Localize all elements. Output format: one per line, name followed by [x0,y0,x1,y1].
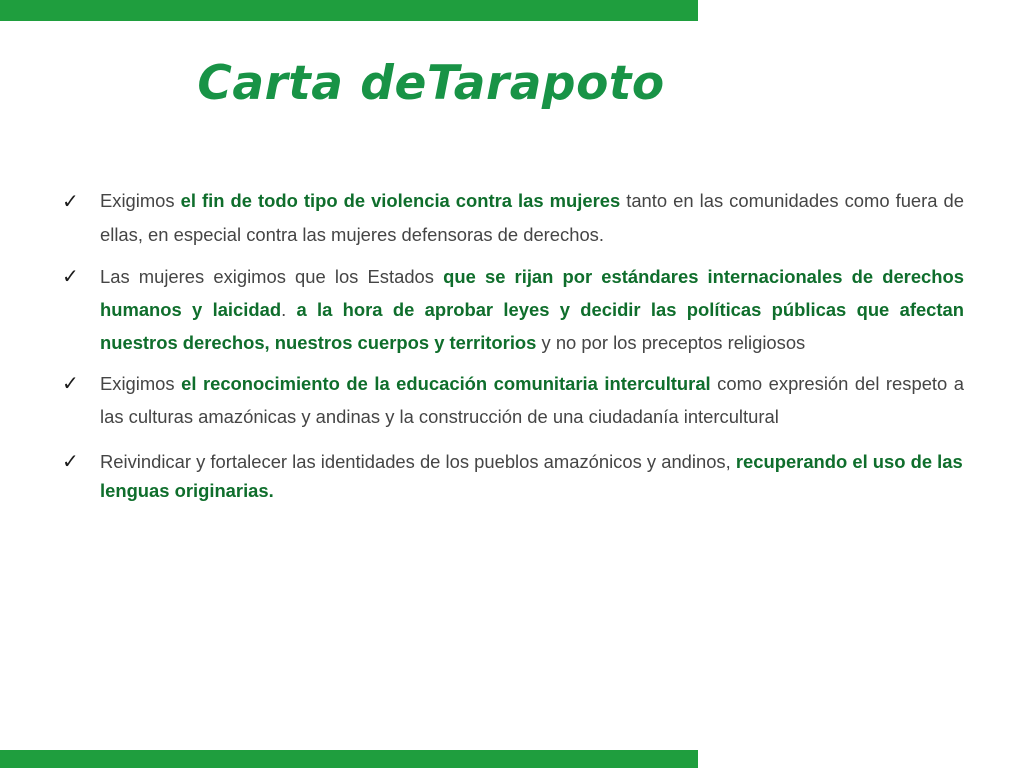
bullet-text-emphasis: a la hora de aprobar leyes y decidir las políticas públicas que afectan nuestros derechos, nuestros cuerpos y territorios [100,299,964,353]
bullet-list [62,184,964,513]
bullet-text [100,451,963,501]
bullet-text-segment: tanto en las comunidades como fuera de ellas, en especial contra las mujeres defensoras de derechos. [100,190,964,245]
bullet-text-segment: Las mujeres exigimos que los Estados [100,266,444,287]
bullet-text-segment: Exigimos [100,373,182,394]
top-accent-bar [0,0,698,21]
bullet-text [100,373,964,427]
bullet-text-segment: como expresión del respeto a las culturas amazónicas y andinas y la construcción de una ciudadanía intercultural [100,373,965,427]
bullet-text [100,190,964,245]
bullet-item [62,184,964,252]
checkmark-icon: ✓ [62,449,79,473]
bottom-accent-bar [0,750,698,768]
bullet-text-emphasis: el reconocimiento de la educación comunitaria intercultural [181,373,711,394]
bullet-text-segment: Reivindicar y fortalecer las identidades de los pueblos amazónicos y andinos, [100,451,736,472]
bullet-text-segment: Exigimos [100,190,181,211]
checkmark-icon: ✓ [62,189,79,213]
bullet-text-segment: . [281,299,297,320]
checkmark-icon: ✓ [62,264,79,288]
bullet-item [62,260,964,359]
bullet-item [62,367,964,433]
bullet-text [100,266,964,353]
bullet-text-emphasis: el fin de todo tipo de violencia contra las mujeres [180,190,621,211]
bullet-text-segment: y no por los preceptos religiosos [536,332,806,353]
bullet-text-emphasis: que se rijan por estándares internacionales de derechos humanos y laicidad [100,266,964,320]
bullet-text-emphasis: recuperando el uso de las lenguas originarias. [100,451,963,501]
slide-title: Carta deTarapoto [197,56,665,111]
checkmark-icon: ✓ [62,371,79,395]
bullet-item [62,447,964,505]
